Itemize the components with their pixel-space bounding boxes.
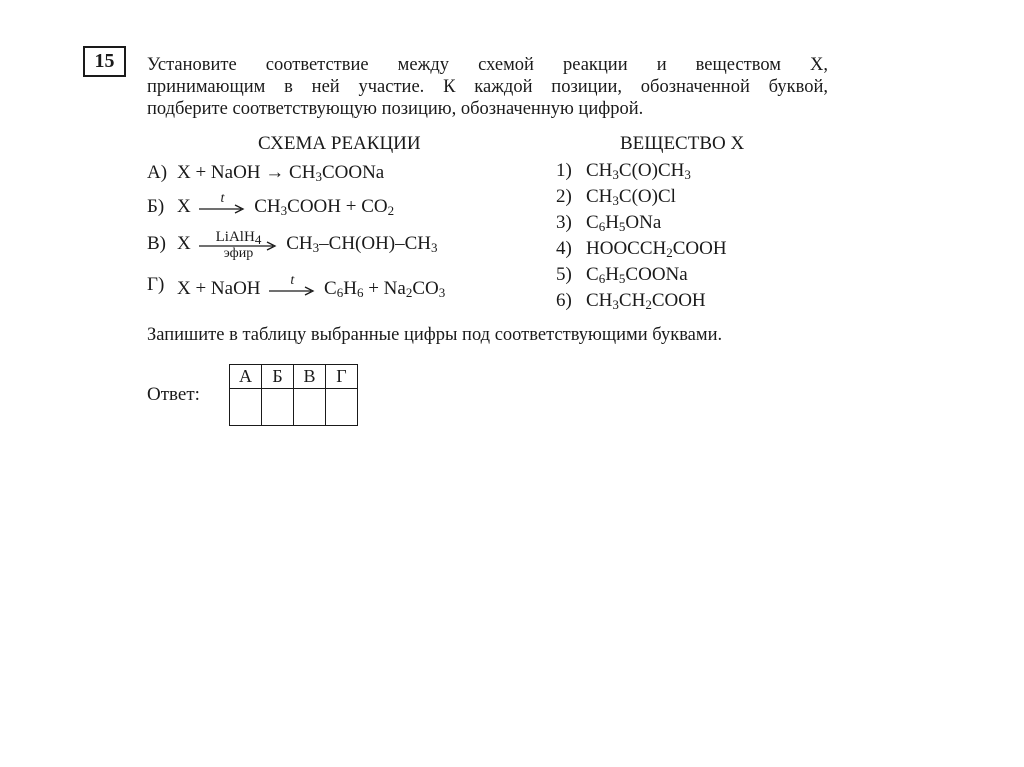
substance-option-5: 5) $C_6H_5COONa$ (556, 264, 688, 286)
product: $CH_3COOH + CO_2$ (254, 196, 395, 218)
reactant: X (177, 196, 191, 217)
answer-input-cell[interactable] (262, 389, 294, 426)
instruction-text: Запишите в таблицу выбранные цифры под соответствующими буквами. (147, 325, 723, 345)
answer-header-cell: А (230, 365, 262, 389)
substance-formula: $HOOCCH_2COOH$ (586, 238, 727, 260)
answer-input-cell[interactable] (294, 389, 326, 426)
substance-x-header: ВЕЩЕСТВО X (620, 133, 745, 154)
reaction-equation (177, 228, 438, 261)
intro-line: принимающим в ней участие. К каждой позиции, обозначенной буквой, (147, 77, 828, 97)
arrow-shape (269, 286, 315, 296)
reaction-equation (177, 272, 446, 302)
heat-arrow-icon (199, 190, 245, 220)
reaction-label: Г) (147, 274, 165, 295)
reactant: X + NaOH (177, 278, 261, 299)
substance-option-1: 1) $CH_3C(O)CH_3$ (556, 160, 691, 182)
substance-option-3: 3) $C_6H_5ONa$ (556, 212, 662, 234)
reaction-label: В) (147, 233, 166, 254)
reactant: X (177, 233, 191, 254)
reactant: X + NaOH (177, 162, 261, 183)
reaction-label: Б) (147, 196, 165, 217)
answer-label: Ответ: (147, 384, 200, 405)
intro-line: подберите соответствующую позицию, обозначенную цифрой. (147, 99, 644, 119)
substance-option-6: 6) $CH_3CH_2COOH$ (556, 290, 706, 312)
product: $CH_3-CH(OH)-CH_3$ (286, 233, 438, 255)
reaction-equation (177, 161, 384, 185)
arrow-condition: t (290, 272, 295, 288)
reagent-arrow-icon (199, 228, 277, 261)
simple-arrow-icon: → (265, 162, 290, 183)
question-intro (147, 54, 828, 120)
substance-formula: $CH_3CH_2COOH$ (586, 290, 706, 312)
arrow-condition: t (220, 190, 225, 206)
answer-input-cell[interactable] (326, 389, 358, 426)
substance-formula: $C_6H_5COONa$ (586, 264, 688, 286)
arrow-reagent: LiAlH$_4$ (215, 228, 262, 247)
answer-table (229, 364, 358, 426)
answer-header-cell: В (294, 365, 326, 389)
reaction-label: А) (147, 162, 168, 183)
substance-formula: $CH_3C(O)CH_3$ (586, 160, 691, 182)
arrow-shape (199, 204, 245, 214)
reaction-scheme-header: СХЕМА РЕАКЦИИ (258, 133, 421, 154)
product: $CH_3COONa$ (289, 162, 385, 184)
answer-input-cell[interactable] (230, 389, 262, 426)
answer-header-cell: Б (262, 365, 294, 389)
arrow-solvent: эфир (223, 245, 254, 261)
substance-option-2: 2) $CH_3C(O)Cl$ (556, 186, 676, 208)
answer-header-cell: Г (326, 365, 358, 389)
question-number: 15 (83, 46, 126, 77)
substance-formula: $C_6H_5ONa$ (586, 212, 662, 234)
substance-formula: $CH_3C(O)Cl$ (586, 186, 676, 208)
reaction-equation (177, 190, 395, 220)
substance-option-4: 4) $HOOCCH_2COOH$ (556, 238, 727, 260)
heat-arrow-icon (269, 272, 315, 302)
product: $C_6H_6 + Na_2CO_3$ (324, 278, 446, 300)
intro-line: Установите соответствие между схемой реакции и веществом X, (147, 55, 828, 75)
